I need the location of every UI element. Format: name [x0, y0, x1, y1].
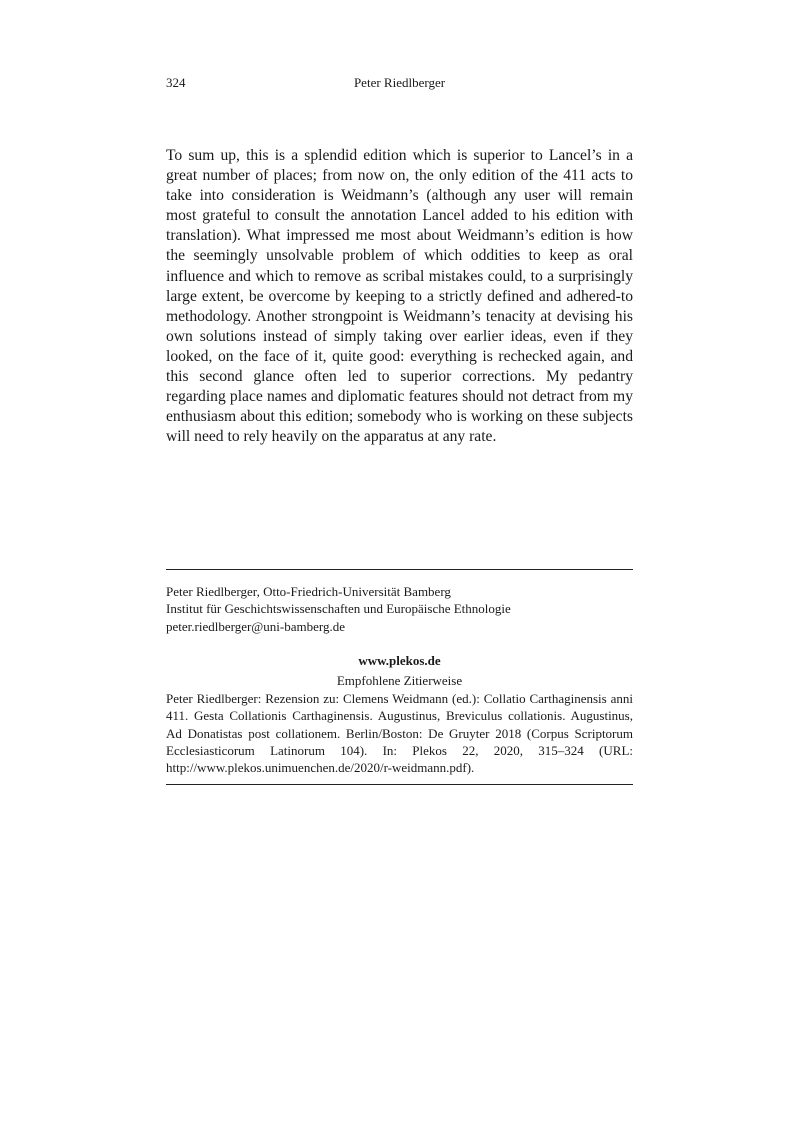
page-number: 324: [166, 75, 186, 90]
author-email: peter.riedlberger@uni-bamberg.de: [166, 618, 345, 634]
citation-text: Peter Riedlberger: Rezension zu: Clemens Weidmann (ed.): Collatio Carthaginensis anni 411. Gesta Collationis Carthaginensis. Augustinus, Breviculus collationis. Augustinus, Ad Donatistas post collationem. Berlin/Boston: De Gruyter 2018 (Corpus Scriptorum Ecclesiasticorum Latinorum 104). In: Plekos 22, 2020, 315–324 (URL: http://www.plekos.unimuenchen.de/2020/r-weidmann.pdf).: [166, 691, 633, 776]
institute-line: Institut für Geschichtswissenschaften und Europäische Ethnologie: [166, 601, 511, 617]
divider-bottom: [166, 784, 633, 785]
divider-top: [166, 569, 633, 570]
website-link: www.plekos.de: [358, 653, 441, 668]
citation-heading: Empfohlene Zitierweise: [336, 673, 463, 688]
author-line: Peter Riedlberger, Otto-Friedrich-Universität Bamberg: [166, 584, 451, 599]
running-head: Peter Riedlberger: [353, 75, 446, 90]
body-paragraph: To sum up, this is a splendid edition which is superior to Lancel’s in a great number of places; from now on, the only edition of the 411 acts to take into consideration is Weidmann’s (although any user will remain most grateful to consult the annotation Lancel added to his edition with translation). What impressed me most about Weidmann’s edition is how the seemingly unsolvable problem of which oddities to keep as oral influence and which to remove as scribal mistakes could, to a surprisingly large extent, be overcome by keeping to a strictly defined and adhered-to methodology. Another strongpoint is Weidmann’s tenacity at devising his own solutions instead of simply taking over earlier ideas, even if they looked, on the face of it, quite good: everything is rechecked again, and this second glance often led to superior corrections. My pedantry regarding place names and diplomatic features should not detract from my enthusiasm about this edition; somebody who is working on these subjects will need to rely heavily on the apparatus at any rate.: [166, 147, 633, 446]
author-affiliation: [166, 583, 633, 635]
